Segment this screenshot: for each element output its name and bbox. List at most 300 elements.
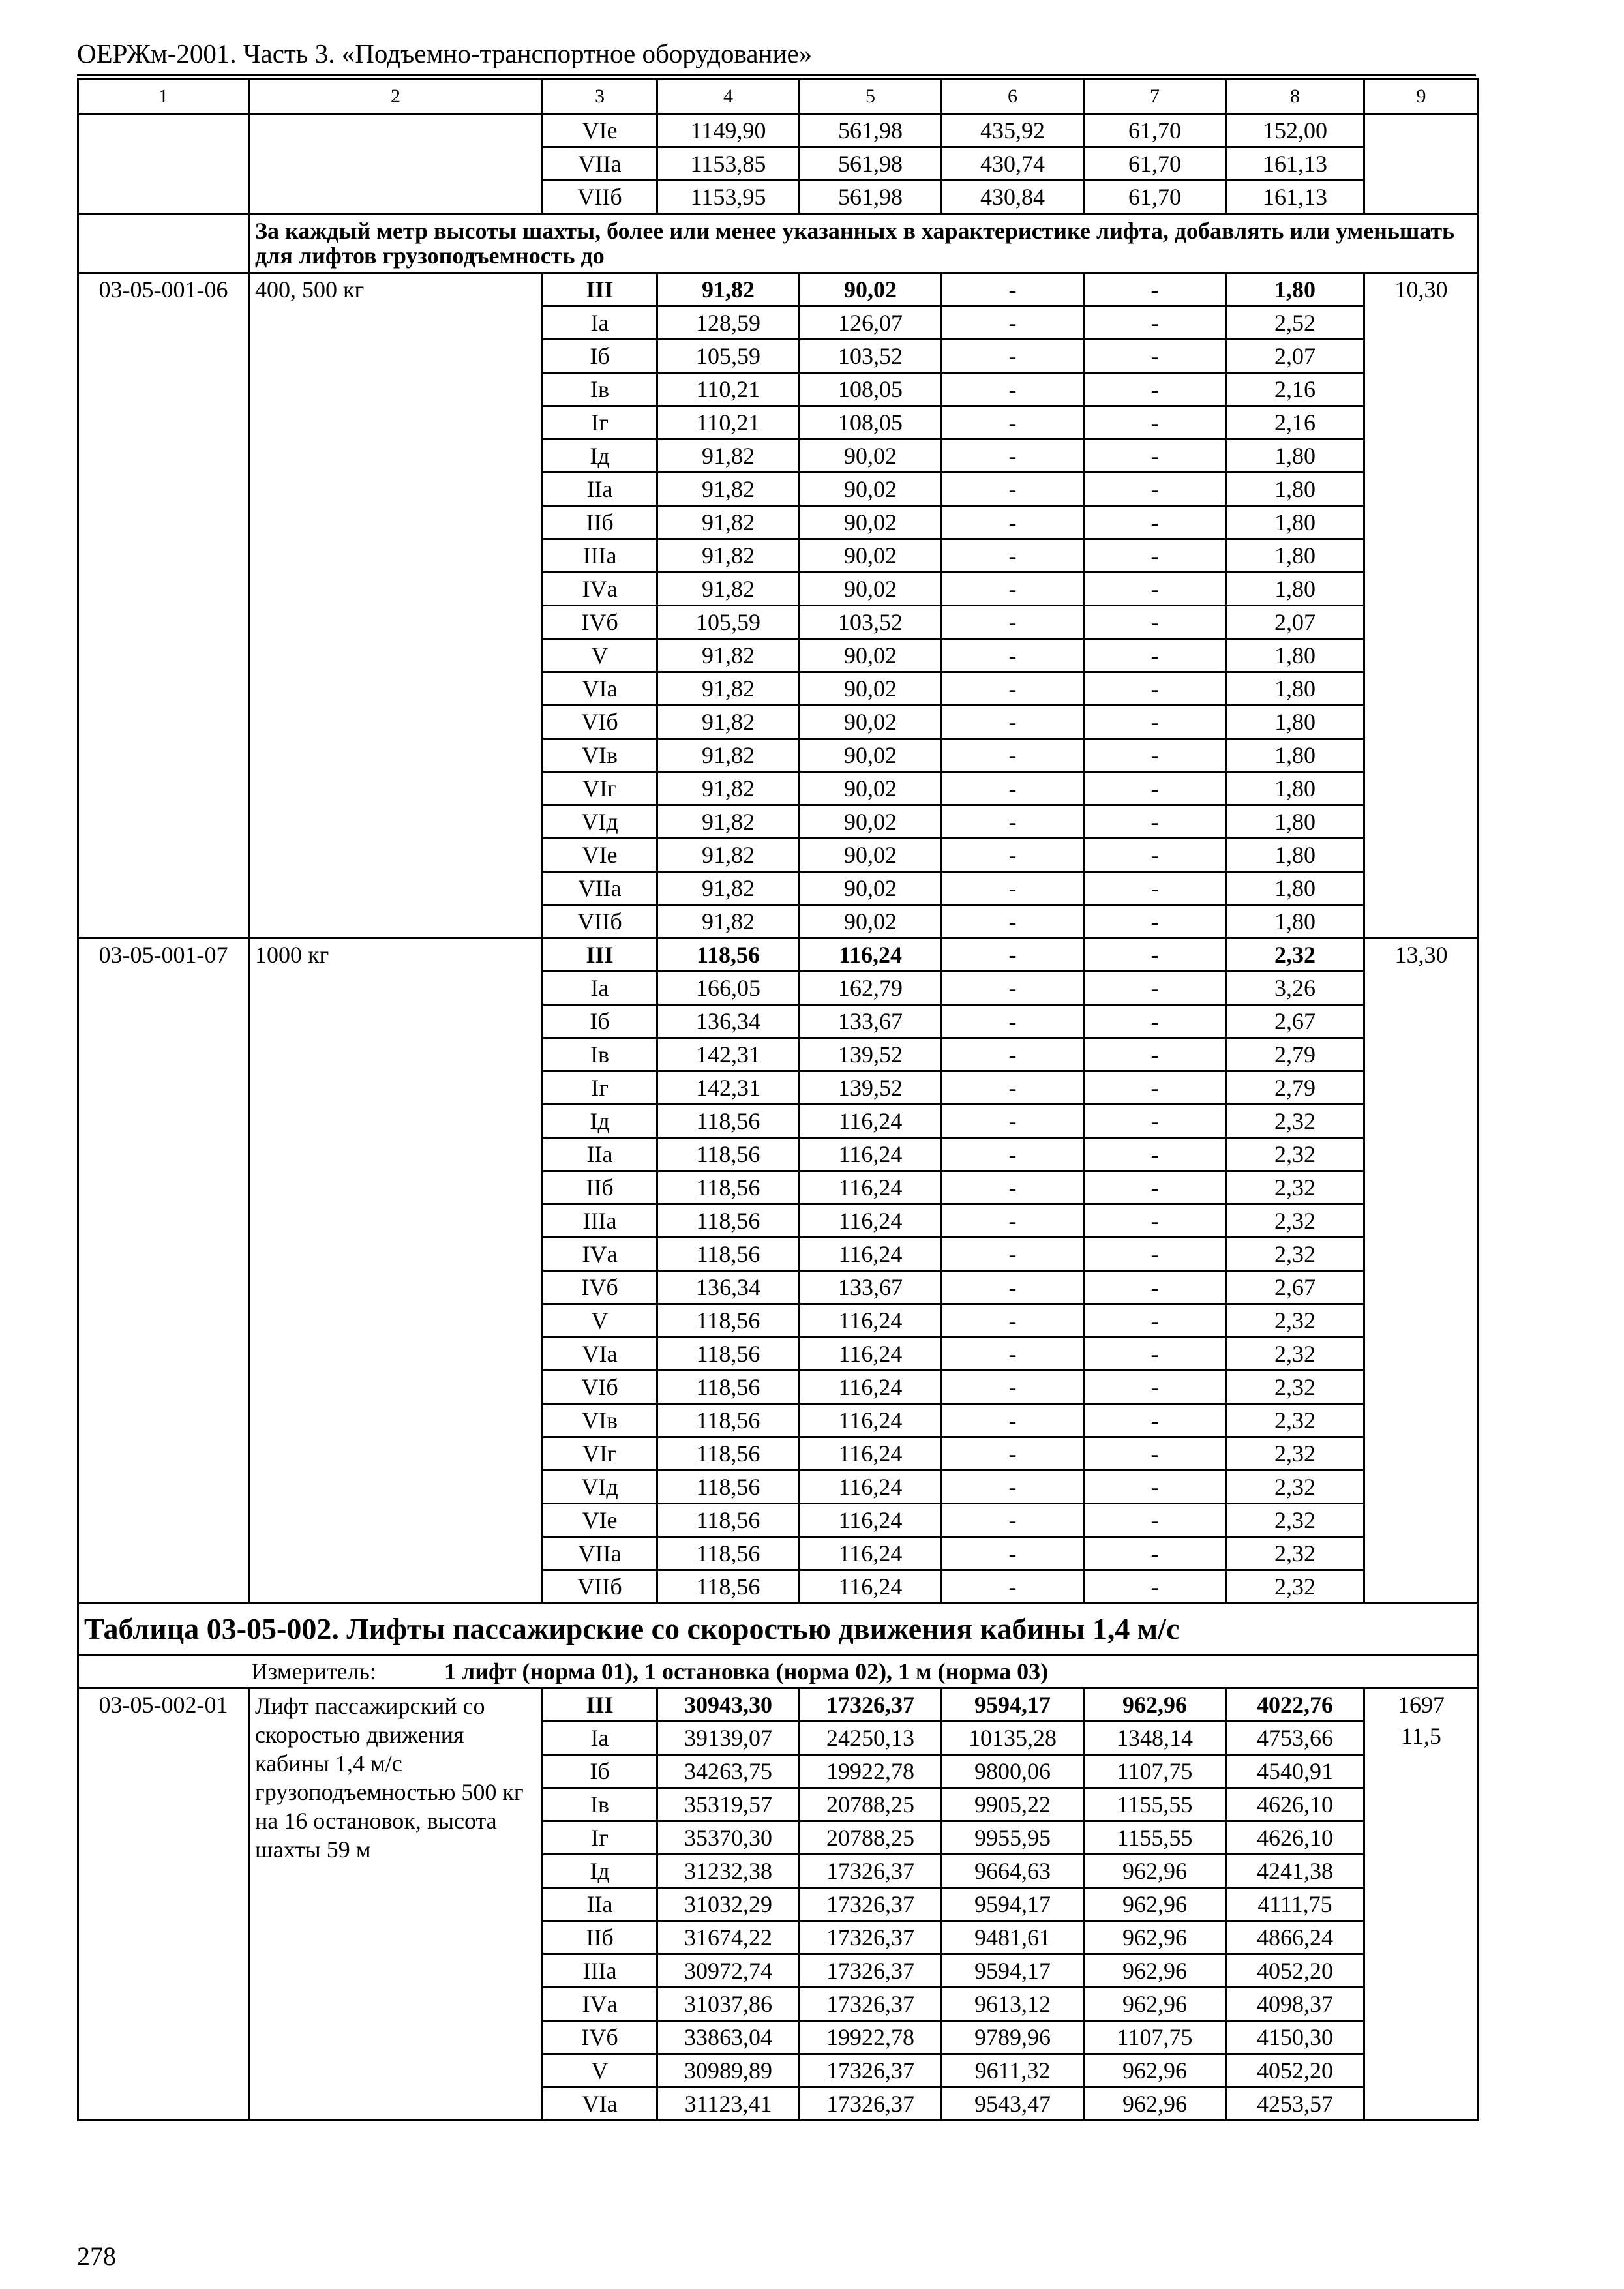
- machine-cost-cell: 430,74: [942, 147, 1084, 181]
- total-cost-cell: 118,56: [657, 1437, 800, 1471]
- materials-cost-cell: 2,32: [1226, 1204, 1364, 1238]
- price-zone-cell: VIг: [543, 1437, 657, 1471]
- labor-cost-cell: 19922,78: [800, 2021, 942, 2054]
- materials-cost-cell: 2,32: [1226, 1570, 1364, 1604]
- materials-cost-cell: 2,67: [1226, 1005, 1364, 1038]
- machine-cost-cell: -: [942, 1371, 1084, 1404]
- machine-labor-cost-cell: -: [1084, 1038, 1226, 1071]
- labor-cost-cell: 116,24: [800, 1537, 942, 1570]
- machine-labor-cost-cell: -: [1084, 772, 1226, 805]
- machine-labor-cost-cell: -: [1084, 739, 1226, 772]
- price-zone-cell: V: [543, 1304, 657, 1338]
- materials-cost-cell: 2,67: [1226, 1271, 1364, 1304]
- total-cost-cell: 136,34: [657, 1271, 800, 1304]
- total-cost-cell: 91,82: [657, 539, 800, 573]
- labor-cost-cell: 561,98: [800, 181, 942, 214]
- table2-measure-row: [78, 1655, 1479, 1688]
- total-cost-cell: 91,82: [657, 440, 800, 473]
- price-zone-cell: VIе: [543, 114, 657, 147]
- machine-labor-cost-cell: -: [1084, 938, 1226, 972]
- price-zone-cell: VIг: [543, 772, 657, 805]
- machine-labor-cost-cell: -: [1084, 1105, 1226, 1138]
- materials-cost-cell: 2,79: [1226, 1071, 1364, 1105]
- machine-cost-cell: 9594,17: [942, 1888, 1084, 1921]
- machine-labor-cost-cell: 962,96: [1084, 1888, 1226, 1921]
- total-cost-cell: 31674,22: [657, 1921, 800, 1954]
- machine-labor-cost-cell: 1348,14: [1084, 1722, 1226, 1755]
- labor-cost-cell: 20788,25: [800, 1788, 942, 1821]
- price-zone-cell: V: [543, 2054, 657, 2087]
- table2-measure-cell: [78, 1655, 1479, 1688]
- machine-labor-cost-cell: -: [1084, 1071, 1226, 1105]
- machine-cost-cell: -: [942, 1338, 1084, 1371]
- labor-cost-cell: 90,02: [800, 905, 942, 938]
- price-zone-cell: IIа: [543, 1888, 657, 1921]
- labor-cost-cell: 17326,37: [800, 2054, 942, 2087]
- materials-cost-cell: 1,80: [1226, 273, 1364, 307]
- machine-labor-cost-cell: 1155,55: [1084, 1821, 1226, 1855]
- labor-cost-cell: 116,24: [800, 1437, 942, 1471]
- machine-cost-cell: -: [942, 839, 1084, 872]
- total-cost-cell: 35319,57: [657, 1788, 800, 1821]
- column-number-cell: 4: [657, 80, 800, 114]
- labor-cost-cell: 103,52: [800, 340, 942, 373]
- machine-cost-cell: -: [942, 1504, 1084, 1537]
- total-cost-cell: 1153,95: [657, 181, 800, 214]
- table2-title: Таблица 03-05-002. Лифты пассажирские со скоростью движения кабины 1,4 м/с: [78, 1604, 1479, 1655]
- total-cost-cell: 91,82: [657, 872, 800, 905]
- machine-cost-cell: -: [942, 1471, 1084, 1504]
- materials-cost-cell: 152,00: [1226, 114, 1364, 147]
- column-number-cell: 7: [1084, 80, 1226, 114]
- note-code-empty: [78, 214, 249, 273]
- total-cost-cell: 110,21: [657, 406, 800, 440]
- machine-labor-cost-cell: -: [1084, 1437, 1226, 1471]
- machine-cost-cell: 9664,63: [942, 1855, 1084, 1888]
- materials-cost-cell: 4626,10: [1226, 1821, 1364, 1855]
- price-zone-cell: VIа: [543, 1338, 657, 1371]
- materials-cost-cell: 4052,20: [1226, 1954, 1364, 1988]
- labor-cost-cell: 116,24: [800, 1304, 942, 1338]
- total-cost-cell: 118,56: [657, 1204, 800, 1238]
- total-cost-cell: 1153,85: [657, 147, 800, 181]
- labor-cost-cell: 20788,25: [800, 1821, 942, 1855]
- machine-labor-cost-cell: -: [1084, 606, 1226, 639]
- price-zone-cell: VIб: [543, 1371, 657, 1404]
- col9-cell: 13,30: [1364, 938, 1479, 1604]
- total-cost-cell: 118,56: [657, 1504, 800, 1537]
- materials-cost-cell: 4626,10: [1226, 1788, 1364, 1821]
- labor-cost-cell: 116,24: [800, 1371, 942, 1404]
- labor-cost-cell: 90,02: [800, 772, 942, 805]
- machine-cost-cell: -: [942, 772, 1084, 805]
- rates-table-body: [78, 80, 1479, 2121]
- materials-cost-cell: 4753,66: [1226, 1722, 1364, 1755]
- materials-cost-cell: 2,07: [1226, 340, 1364, 373]
- labor-cost-cell: 90,02: [800, 706, 942, 739]
- machine-cost-cell: -: [942, 805, 1084, 839]
- machine-cost-cell: 9543,47: [942, 2087, 1084, 2121]
- labor-cost-cell: 24250,13: [800, 1722, 942, 1755]
- code-cell-empty: [78, 114, 249, 214]
- price-zone-cell: VIд: [543, 805, 657, 839]
- price-zone-cell: III: [543, 273, 657, 307]
- materials-cost-cell: 1,80: [1226, 573, 1364, 606]
- col9-cell: 1697 11,5: [1364, 1688, 1479, 2121]
- machine-labor-cost-cell: -: [1084, 1238, 1226, 1271]
- price-zone-cell: IIб: [543, 1921, 657, 1954]
- price-zone-cell: Iа: [543, 307, 657, 340]
- machine-cost-cell: -: [942, 340, 1084, 373]
- machine-labor-cost-cell: -: [1084, 1371, 1226, 1404]
- labor-cost-cell: 90,02: [800, 506, 942, 539]
- materials-cost-cell: 4150,30: [1226, 2021, 1364, 2054]
- machine-labor-cost-cell: -: [1084, 573, 1226, 606]
- rates-table: [77, 78, 1479, 2121]
- materials-cost-cell: 2,32: [1226, 1338, 1364, 1371]
- materials-cost-cell: 2,32: [1226, 1537, 1364, 1570]
- machine-labor-cost-cell: -: [1084, 1271, 1226, 1304]
- machine-labor-cost-cell: -: [1084, 872, 1226, 905]
- price-zone-cell: Iв: [543, 1788, 657, 1821]
- materials-cost-cell: 1,80: [1226, 539, 1364, 573]
- name-cell-empty: [249, 114, 543, 214]
- total-cost-cell: 91,82: [657, 905, 800, 938]
- total-cost-cell: 142,31: [657, 1071, 800, 1105]
- price-zone-cell: VIа: [543, 672, 657, 706]
- table-row: [78, 1688, 1479, 1722]
- price-zone-cell: Iа: [543, 972, 657, 1005]
- materials-cost-cell: 4866,24: [1226, 1921, 1364, 1954]
- price-zone-cell: VIд: [543, 1471, 657, 1504]
- total-cost-cell: 118,56: [657, 1404, 800, 1437]
- machine-cost-cell: -: [942, 872, 1084, 905]
- machine-labor-cost-cell: -: [1084, 506, 1226, 539]
- materials-cost-cell: 1,80: [1226, 672, 1364, 706]
- labor-cost-cell: 90,02: [800, 473, 942, 506]
- labor-cost-cell: 108,05: [800, 406, 942, 440]
- materials-cost-cell: 1,80: [1226, 739, 1364, 772]
- machine-cost-cell: -: [942, 706, 1084, 739]
- materials-cost-cell: 2,32: [1226, 938, 1364, 972]
- machine-cost-cell: -: [942, 972, 1084, 1005]
- table-row: [78, 273, 1479, 307]
- machine-cost-cell: 10135,28: [942, 1722, 1084, 1755]
- total-cost-cell: 91,82: [657, 506, 800, 539]
- machine-cost-cell: -: [942, 1537, 1084, 1570]
- column-number-cell: 5: [800, 80, 942, 114]
- machine-cost-cell: -: [942, 1071, 1084, 1105]
- labor-cost-cell: 90,02: [800, 839, 942, 872]
- column-number-cell: 9: [1364, 80, 1479, 114]
- materials-cost-cell: 4052,20: [1226, 2054, 1364, 2087]
- labor-cost-cell: 90,02: [800, 573, 942, 606]
- total-cost-cell: 31032,29: [657, 1888, 800, 1921]
- price-zone-cell: Iг: [543, 406, 657, 440]
- materials-cost-cell: 4241,38: [1226, 1855, 1364, 1888]
- price-zone-cell: III: [543, 1688, 657, 1722]
- machine-cost-cell: 9955,95: [942, 1821, 1084, 1855]
- machine-cost-cell: -: [942, 606, 1084, 639]
- labor-cost-cell: 17326,37: [800, 1855, 942, 1888]
- materials-cost-cell: 2,07: [1226, 606, 1364, 639]
- machine-labor-cost-cell: -: [1084, 1304, 1226, 1338]
- machine-cost-cell: -: [942, 307, 1084, 340]
- labor-cost-cell: 116,24: [800, 1338, 942, 1371]
- total-cost-cell: 31232,38: [657, 1855, 800, 1888]
- materials-cost-cell: 1,80: [1226, 506, 1364, 539]
- machine-cost-cell: -: [942, 1570, 1084, 1604]
- price-zone-cell: IVб: [543, 2021, 657, 2054]
- price-zone-cell: Iг: [543, 1821, 657, 1855]
- materials-cost-cell: 2,16: [1226, 373, 1364, 406]
- machine-labor-cost-cell: 962,96: [1084, 1988, 1226, 2021]
- price-zone-cell: Iб: [543, 1005, 657, 1038]
- machine-cost-cell: -: [942, 1304, 1084, 1338]
- price-zone-cell: VIа: [543, 2087, 657, 2121]
- materials-cost-cell: 4111,75: [1226, 1888, 1364, 1921]
- price-zone-cell: IIб: [543, 506, 657, 539]
- machine-labor-cost-cell: -: [1084, 1338, 1226, 1371]
- labor-cost-cell: 17326,37: [800, 1688, 942, 1722]
- materials-cost-cell: 3,26: [1226, 972, 1364, 1005]
- price-zone-cell: Iв: [543, 373, 657, 406]
- price-zone-cell: Iд: [543, 440, 657, 473]
- total-cost-cell: 91,82: [657, 739, 800, 772]
- materials-cost-cell: 4253,57: [1226, 2087, 1364, 2121]
- total-cost-cell: 118,56: [657, 1371, 800, 1404]
- machine-cost-cell: -: [942, 1138, 1084, 1171]
- machine-cost-cell: -: [942, 905, 1084, 938]
- total-cost-cell: 30972,74: [657, 1954, 800, 1988]
- price-zone-cell: VIв: [543, 1404, 657, 1437]
- labor-cost-cell: 139,52: [800, 1038, 942, 1071]
- materials-cost-cell: 2,32: [1226, 1437, 1364, 1471]
- price-zone-cell: Iд: [543, 1105, 657, 1138]
- measure-value: 1 лифт (норма 01), 1 остановка (норма 02), 1 м (норма 03): [444, 1658, 1049, 1684]
- machine-labor-cost-cell: -: [1084, 1504, 1226, 1537]
- total-cost-cell: 91,82: [657, 839, 800, 872]
- price-zone-cell: VIIб: [543, 905, 657, 938]
- machine-cost-cell: -: [942, 1271, 1084, 1304]
- code-cell: 03-05-001-07: [78, 938, 249, 1604]
- machine-labor-cost-cell: -: [1084, 1005, 1226, 1038]
- labor-cost-cell: 90,02: [800, 872, 942, 905]
- labor-cost-cell: 116,24: [800, 1570, 942, 1604]
- total-cost-cell: 91,82: [657, 706, 800, 739]
- machine-labor-cost-cell: -: [1084, 1404, 1226, 1437]
- total-cost-cell: 118,56: [657, 1171, 800, 1204]
- name-cell: 1000 кг: [249, 938, 543, 1604]
- machine-labor-cost-cell: 962,96: [1084, 2054, 1226, 2087]
- materials-cost-cell: 2,32: [1226, 1105, 1364, 1138]
- total-cost-cell: 91,82: [657, 639, 800, 672]
- price-zone-cell: IIа: [543, 473, 657, 506]
- machine-cost-cell: -: [942, 739, 1084, 772]
- labor-cost-cell: 116,24: [800, 1138, 942, 1171]
- labor-cost-cell: 17326,37: [800, 2087, 942, 2121]
- machine-labor-cost-cell: -: [1084, 340, 1226, 373]
- materials-cost-cell: 2,32: [1226, 1238, 1364, 1271]
- labor-cost-cell: 17326,37: [800, 1954, 942, 1988]
- price-zone-cell: Iд: [543, 1855, 657, 1888]
- machine-labor-cost-cell: -: [1084, 307, 1226, 340]
- labor-cost-cell: 90,02: [800, 639, 942, 672]
- labor-cost-cell: 17326,37: [800, 1921, 942, 1954]
- materials-cost-cell: 1,80: [1226, 839, 1364, 872]
- price-zone-cell: III: [543, 938, 657, 972]
- total-cost-cell: 166,05: [657, 972, 800, 1005]
- price-zone-cell: VIе: [543, 839, 657, 872]
- column-number-cell: 2: [249, 80, 543, 114]
- total-cost-cell: 31037,86: [657, 1988, 800, 2021]
- price-zone-cell: VIв: [543, 739, 657, 772]
- machine-cost-cell: -: [942, 506, 1084, 539]
- materials-cost-cell: 1,80: [1226, 872, 1364, 905]
- machine-cost-cell: 9481,61: [942, 1921, 1084, 1954]
- materials-cost-cell: 2,16: [1226, 406, 1364, 440]
- total-cost-cell: 39139,07: [657, 1722, 800, 1755]
- column-number-row: [78, 80, 1479, 114]
- materials-cost-cell: 1,80: [1226, 639, 1364, 672]
- materials-cost-cell: 1,80: [1226, 473, 1364, 506]
- note-text: За каждый метр высоты шахты, более или менее указанных в характеристике лифта, добавлять или уменьшать для лифтов грузоподъемность до: [249, 214, 1479, 273]
- materials-cost-cell: 4022,76: [1226, 1688, 1364, 1722]
- labor-cost-cell: 133,67: [800, 1271, 942, 1304]
- machine-labor-cost-cell: -: [1084, 273, 1226, 307]
- machine-cost-cell: -: [942, 440, 1084, 473]
- machine-labor-cost-cell: -: [1084, 905, 1226, 938]
- total-cost-cell: 118,56: [657, 1138, 800, 1171]
- machine-labor-cost-cell: -: [1084, 672, 1226, 706]
- machine-cost-cell: -: [942, 406, 1084, 440]
- labor-cost-cell: 90,02: [800, 273, 942, 307]
- labor-cost-cell: 162,79: [800, 972, 942, 1005]
- labor-cost-cell: 103,52: [800, 606, 942, 639]
- machine-cost-cell: -: [942, 1204, 1084, 1238]
- machine-cost-cell: -: [942, 938, 1084, 972]
- price-zone-cell: IIIа: [543, 1954, 657, 1988]
- labor-cost-cell: 561,98: [800, 114, 942, 147]
- total-cost-cell: 91,82: [657, 805, 800, 839]
- machine-cost-cell: 9613,12: [942, 1988, 1084, 2021]
- price-zone-cell: VIIб: [543, 181, 657, 214]
- total-cost-cell: 118,56: [657, 1570, 800, 1604]
- labor-cost-cell: 90,02: [800, 440, 942, 473]
- total-cost-cell: 91,82: [657, 672, 800, 706]
- machine-labor-cost-cell: 962,96: [1084, 2087, 1226, 2121]
- machine-labor-cost-cell: -: [1084, 639, 1226, 672]
- labor-cost-cell: 116,24: [800, 1238, 942, 1271]
- materials-cost-cell: 2,79: [1226, 1038, 1364, 1071]
- machine-labor-cost-cell: -: [1084, 805, 1226, 839]
- materials-cost-cell: 2,32: [1226, 1371, 1364, 1404]
- materials-cost-cell: 2,32: [1226, 1171, 1364, 1204]
- materials-cost-cell: 1,80: [1226, 805, 1364, 839]
- machine-cost-cell: -: [942, 273, 1084, 307]
- materials-cost-cell: 1,80: [1226, 440, 1364, 473]
- machine-cost-cell: -: [942, 1437, 1084, 1471]
- materials-cost-cell: 1,80: [1226, 772, 1364, 805]
- total-cost-cell: 91,82: [657, 573, 800, 606]
- materials-cost-cell: 2,32: [1226, 1471, 1364, 1504]
- price-zone-cell: Iб: [543, 340, 657, 373]
- column-number-cell: 6: [942, 80, 1084, 114]
- machine-cost-cell: -: [942, 1404, 1084, 1437]
- machine-labor-cost-cell: -: [1084, 1471, 1226, 1504]
- machine-cost-cell: -: [942, 539, 1084, 573]
- materials-cost-cell: 4540,91: [1226, 1755, 1364, 1788]
- total-cost-cell: 91,82: [657, 772, 800, 805]
- machine-labor-cost-cell: 962,96: [1084, 1855, 1226, 1888]
- materials-cost-cell: 4098,37: [1226, 1988, 1364, 2021]
- price-zone-cell: IIб: [543, 1171, 657, 1204]
- labor-cost-cell: 116,24: [800, 1504, 942, 1537]
- price-zone-cell: Iг: [543, 1071, 657, 1105]
- machine-labor-cost-cell: 962,96: [1084, 1954, 1226, 1988]
- labor-cost-cell: 19922,78: [800, 1755, 942, 1788]
- price-zone-cell: VIIа: [543, 147, 657, 181]
- machine-cost-cell: -: [942, 473, 1084, 506]
- labor-cost-cell: 90,02: [800, 672, 942, 706]
- materials-cost-cell: 2,52: [1226, 307, 1364, 340]
- price-zone-cell: VIIа: [543, 1537, 657, 1570]
- total-cost-cell: 118,56: [657, 1238, 800, 1271]
- labor-cost-cell: 90,02: [800, 539, 942, 573]
- price-zone-cell: VIе: [543, 1504, 657, 1537]
- total-cost-cell: 30943,30: [657, 1688, 800, 1722]
- machine-cost-cell: -: [942, 639, 1084, 672]
- machine-cost-cell: -: [942, 373, 1084, 406]
- materials-cost-cell: 2,32: [1226, 1504, 1364, 1537]
- machine-cost-cell: -: [942, 1171, 1084, 1204]
- total-cost-cell: 118,56: [657, 1471, 800, 1504]
- page-number: 278: [77, 2241, 116, 2271]
- column-number-cell: 8: [1226, 80, 1364, 114]
- machine-labor-cost-cell: 1107,75: [1084, 2021, 1226, 2054]
- total-cost-cell: 105,59: [657, 340, 800, 373]
- code-cell: 03-05-001-06: [78, 273, 249, 938]
- total-cost-cell: 118,56: [657, 1338, 800, 1371]
- labor-cost-cell: 139,52: [800, 1071, 942, 1105]
- machine-labor-cost-cell: -: [1084, 1537, 1226, 1570]
- machine-labor-cost-cell: 61,70: [1084, 181, 1226, 214]
- column-number-cell: 3: [543, 80, 657, 114]
- total-cost-cell: 128,59: [657, 307, 800, 340]
- labor-cost-cell: 116,24: [800, 1471, 942, 1504]
- total-cost-cell: 34263,75: [657, 1755, 800, 1788]
- labor-cost-cell: 90,02: [800, 739, 942, 772]
- total-cost-cell: 33863,04: [657, 2021, 800, 2054]
- price-zone-cell: VIб: [543, 706, 657, 739]
- machine-cost-cell: 435,92: [942, 114, 1084, 147]
- total-cost-cell: 142,31: [657, 1038, 800, 1071]
- machine-labor-cost-cell: 61,70: [1084, 114, 1226, 147]
- machine-labor-cost-cell: 61,70: [1084, 147, 1226, 181]
- table2-title-row: [78, 1604, 1479, 1655]
- price-zone-cell: IVа: [543, 573, 657, 606]
- total-cost-cell: 118,56: [657, 938, 800, 972]
- price-zone-cell: VIIа: [543, 872, 657, 905]
- total-cost-cell: 30989,89: [657, 2054, 800, 2087]
- labor-cost-cell: 17326,37: [800, 1888, 942, 1921]
- machine-labor-cost-cell: -: [1084, 406, 1226, 440]
- machine-labor-cost-cell: 962,96: [1084, 1688, 1226, 1722]
- labor-cost-cell: 126,07: [800, 307, 942, 340]
- price-zone-cell: Iв: [543, 1038, 657, 1071]
- machine-labor-cost-cell: 1107,75: [1084, 1755, 1226, 1788]
- total-cost-cell: 35370,30: [657, 1821, 800, 1855]
